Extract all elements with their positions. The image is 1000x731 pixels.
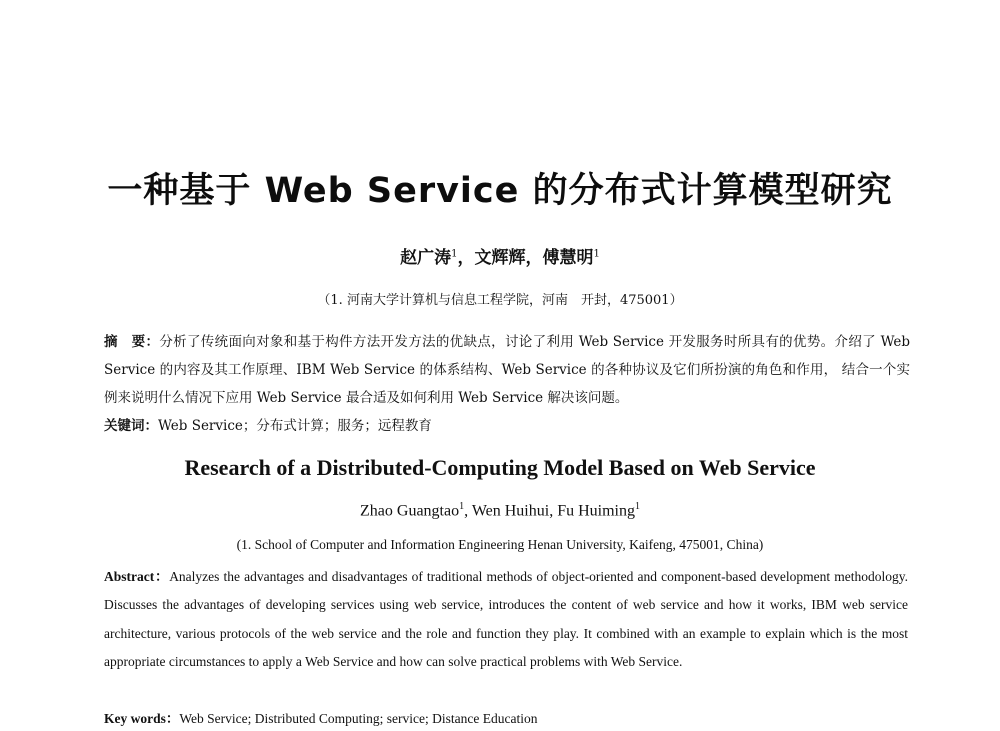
chinese-abstract — [104, 328, 910, 412]
chinese-keywords-text: Web Service；分布式计算；服务；远程教育 — [158, 418, 432, 434]
chinese-abstract-label: 摘 要： — [104, 334, 160, 350]
author-separator: , — [464, 502, 472, 520]
english-affiliation: (1. School of Computer and Information Engineering Henan University, Kaifeng, 475001, China) — [236, 537, 764, 552]
english-keywords-text: Web Service; Distributed Computing; service; Distance Education — [179, 711, 538, 726]
english-keywords-label: Key words： — [104, 711, 180, 726]
english-title: Research of a Distributed-Computing Model Based on Web Service — [184, 455, 816, 480]
chinese-authors — [0, 243, 1000, 268]
english-abstract — [104, 563, 908, 677]
english-authors — [0, 501, 1000, 520]
author-affiliation-mark: 1 — [593, 248, 600, 260]
chinese-keywords — [104, 414, 910, 434]
author-name: 赵广涛 — [400, 248, 452, 268]
chinese-affiliation: （1. 河南大学计算机与信息工程学院，河南 开封，475001） — [317, 293, 683, 308]
author-separator: ， — [525, 248, 543, 268]
author-name: Zhao Guangtao — [360, 502, 460, 520]
english-abstract-text: Analyzes the advantages and disadvantages of traditional methods of object-oriented and component-based development methodology. Discusses the advantages of developing services using web service, introduces the content of web service and how it works, IBM web service architecture, various protocols of the web service and the role and function they play. It combined with an example to explain which is the most appropriate circumstances to apply a Web Service and how can solve practical problems with Web Service. — [104, 569, 908, 670]
author-name: Wen Huihui — [471, 502, 550, 520]
author-separator: ， — [457, 248, 475, 268]
author-separator: , — [549, 502, 558, 520]
author-affiliation-mark: 1 — [459, 501, 465, 512]
author-affiliation-mark: 1 — [451, 248, 458, 260]
chinese-keywords-label: 关键词： — [104, 418, 158, 434]
author-name: 傅慧明 — [542, 248, 594, 268]
chinese-title: 一种基于 Web Service 的分布式计算模型研究 — [107, 171, 893, 211]
english-keywords — [104, 707, 908, 727]
author-affiliation-mark: 1 — [634, 501, 640, 512]
author-name: 文辉辉 — [474, 248, 526, 268]
english-abstract-label: Abstract： — [104, 569, 170, 584]
chinese-abstract-text: 分析了传统面向对象和基于构件方法开发方法的优缺点，讨论了利用 Web Service 开发服务时所具有的优势。介绍了 Web Service 的内容及其工作原理、IBM Web Service 的体系结构、Web Service 的各种协议及它们所扮演的角色和作用， 结合一个实例来说明什么情况下应用 Web Service 最合适及如何利用 Web Service 解决该问题。 — [104, 334, 910, 406]
author-name: Fu Huiming — [557, 502, 635, 520]
